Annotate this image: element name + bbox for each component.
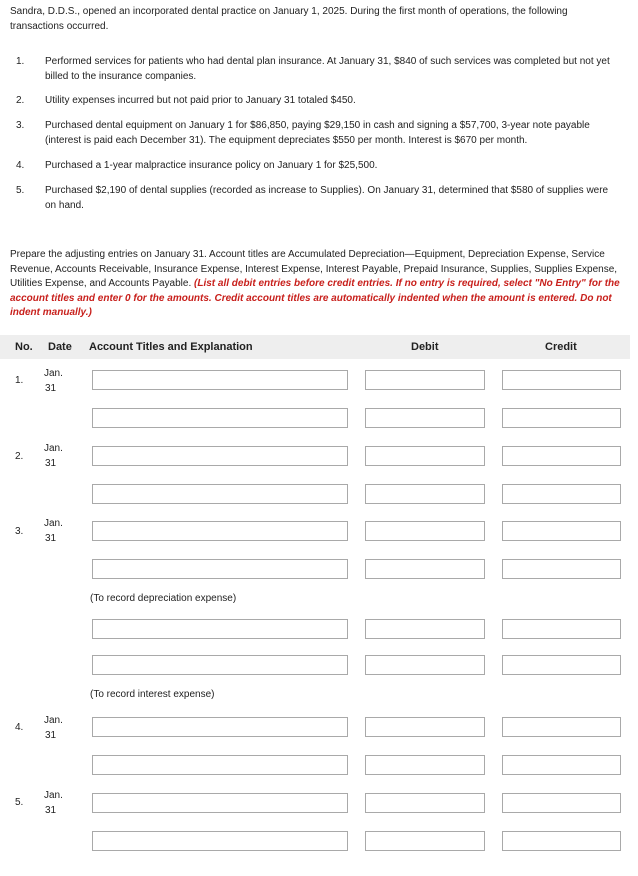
transaction-text: Purchased dental equipment on January 1 for $86,850, paying $29,150 in cash and signing a $57,700, 3-year note payable (interest is paid each December 31). The equipment depreciates $550 per month. Interest is $670 per month. bbox=[45, 120, 590, 146]
debit-input[interactable] bbox=[365, 717, 485, 737]
account-title-input[interactable] bbox=[92, 370, 348, 390]
account-title-input[interactable] bbox=[92, 831, 348, 851]
instructions-text: Prepare the adjusting entries on January 31. Account titles are Accumulated Depreciation—Equipment, Depreciation Expense, Service Revenue, Accounts Receivable, Insurance Expense, Interest Expense, Interest Payable, Prepaid Insurance, Supplies, Supplies Expense, Utilities Expense, and Accounts Payable. bbox=[10, 249, 618, 289]
entry-number: 4. bbox=[15, 722, 24, 733]
problem-intro: Sandra, D.D.S., opened an incorporated dental practice on January 1, 2025. During the first month of operations, the following transactions occurred. bbox=[10, 6, 568, 32]
entry-number: 3. bbox=[15, 526, 24, 537]
transaction-text: Utility expenses incurred but not paid prior to January 31 totaled $450. bbox=[45, 95, 356, 106]
debit-input[interactable] bbox=[365, 484, 485, 504]
entry-number: 1. bbox=[15, 375, 24, 386]
account-title-input[interactable] bbox=[92, 559, 348, 579]
credit-input[interactable] bbox=[502, 655, 621, 675]
entry-day: 31 bbox=[45, 458, 57, 469]
credit-input[interactable] bbox=[502, 521, 621, 541]
credit-input[interactable] bbox=[502, 408, 621, 428]
account-title-input[interactable] bbox=[92, 408, 348, 428]
entry-day: 31 bbox=[45, 383, 57, 394]
credit-input[interactable] bbox=[502, 755, 621, 775]
debit-input[interactable] bbox=[365, 408, 485, 428]
transaction-number: 2. bbox=[16, 95, 25, 106]
account-title-input[interactable] bbox=[92, 755, 348, 775]
transaction-text: Purchased a 1-year malpractice insurance policy on January 1 for $25,500. bbox=[45, 160, 378, 171]
entry-month: Jan. bbox=[44, 715, 63, 726]
entry-number: 2. bbox=[15, 451, 24, 462]
entry-day: 31 bbox=[45, 805, 57, 816]
debit-input[interactable] bbox=[365, 755, 485, 775]
entry-day: 31 bbox=[45, 533, 57, 544]
transaction-number: 4. bbox=[16, 160, 25, 171]
debit-input[interactable] bbox=[365, 655, 485, 675]
entry-month: Jan. bbox=[44, 368, 63, 379]
header-account: Account Titles and Explanation bbox=[89, 341, 253, 353]
account-title-input[interactable] bbox=[92, 484, 348, 504]
credit-input[interactable] bbox=[502, 717, 621, 737]
transaction-number: 5. bbox=[16, 185, 25, 196]
transaction-text: Performed services for patients who had dental plan insurance. At January 31, $840 of such services was completed but not yet billed to the insurance companies. bbox=[45, 56, 610, 82]
transaction-number: 1. bbox=[16, 56, 25, 67]
debit-input[interactable] bbox=[365, 446, 485, 466]
entry-day: 31 bbox=[45, 730, 57, 741]
credit-input[interactable] bbox=[502, 619, 621, 639]
instructions-note: (List all debit entries before credit entries. If no entry is required, select "No Entry" for the account titles and enter 0 for the amounts. Credit account titles are automatically indented when the amount is entered. Do not indent manually.) bbox=[10, 278, 620, 318]
credit-input[interactable] bbox=[502, 831, 621, 851]
debit-input[interactable] bbox=[365, 370, 485, 390]
explanation-depreciation: (To record depreciation expense) bbox=[90, 593, 237, 604]
account-title-input[interactable] bbox=[92, 446, 348, 466]
entry-month: Jan. bbox=[44, 790, 63, 801]
header-date: Date bbox=[48, 341, 72, 353]
header-debit: Debit bbox=[411, 341, 439, 353]
credit-input[interactable] bbox=[502, 370, 621, 390]
credit-input[interactable] bbox=[502, 484, 621, 504]
header-credit: Credit bbox=[545, 341, 577, 353]
instructions bbox=[10, 248, 624, 321]
account-title-input[interactable] bbox=[92, 793, 348, 813]
transaction-number: 3. bbox=[16, 120, 25, 131]
transaction-text: Purchased $2,190 of dental supplies (recorded as increase to Supplies). On January 31, determined that $580 of supplies were on hand. bbox=[45, 185, 609, 211]
debit-input[interactable] bbox=[365, 619, 485, 639]
entry-month: Jan. bbox=[44, 518, 63, 529]
journal-table-header bbox=[0, 335, 630, 359]
header-no: No. bbox=[15, 341, 33, 353]
credit-input[interactable] bbox=[502, 793, 621, 813]
credit-input[interactable] bbox=[502, 446, 621, 466]
debit-input[interactable] bbox=[365, 831, 485, 851]
account-title-input[interactable] bbox=[92, 521, 348, 541]
entry-number: 5. bbox=[15, 797, 24, 808]
account-title-input[interactable] bbox=[92, 619, 348, 639]
debit-input[interactable] bbox=[365, 559, 485, 579]
debit-input[interactable] bbox=[365, 793, 485, 813]
explanation-interest: (To record interest expense) bbox=[90, 689, 215, 700]
debit-input[interactable] bbox=[365, 521, 485, 541]
entry-month: Jan. bbox=[44, 443, 63, 454]
credit-input[interactable] bbox=[502, 559, 621, 579]
account-title-input[interactable] bbox=[92, 655, 348, 675]
account-title-input[interactable] bbox=[92, 717, 348, 737]
